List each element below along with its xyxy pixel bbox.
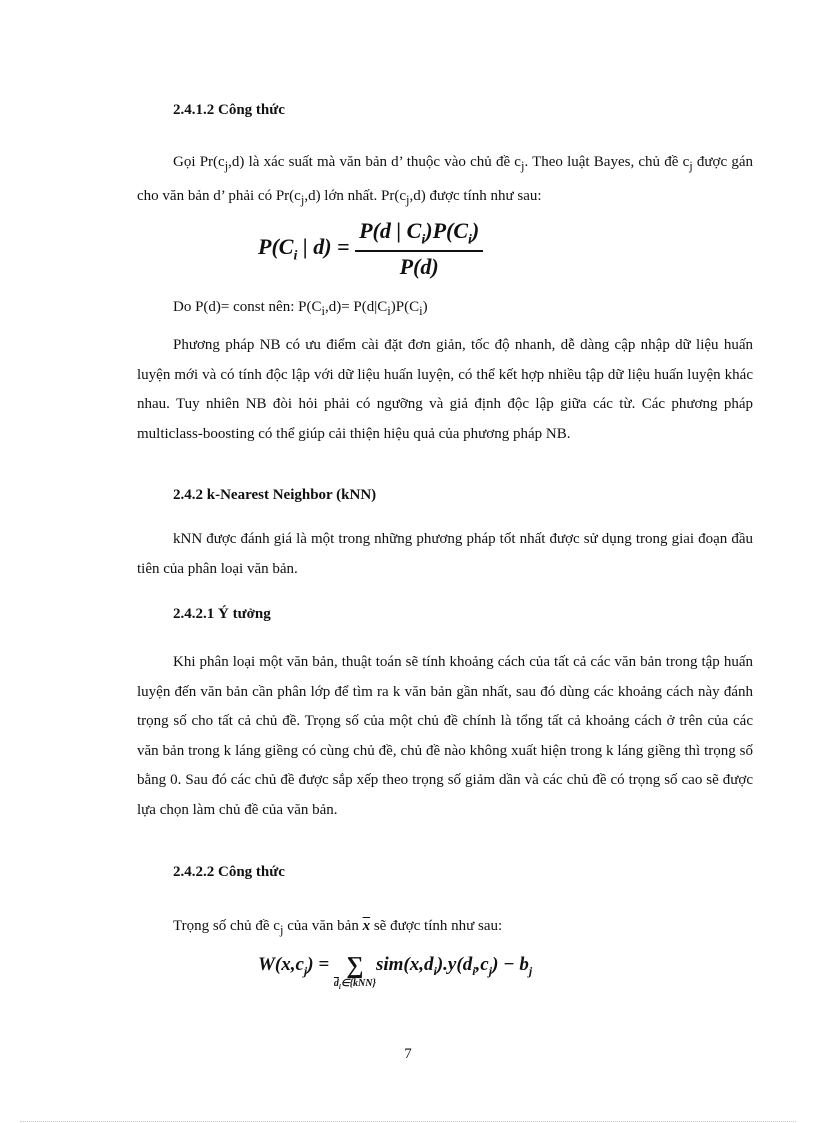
equation-knn	[258, 954, 532, 993]
eq1-numerator	[355, 218, 483, 252]
text: Do P(d)= const nên: P(C	[173, 299, 322, 315]
paragraph-nb: Phương pháp NB có ưu điểm cài đặt đơn giản, tốc độ nhanh, dễ dàng cập nhập dữ liệu huấn luyện mới và có tính độc lập với dữ liệu huấn luyện, có thể kết hợp nhiều tập dữ liệu huấn luyện khác nhau. Tuy nhiên NB đòi hỏi phải có ngưỡng và giả định độc lập giữa các từ. Các phương pháp multiclass-boosting có thể giúp cải thiện hiệu quả của phương pháp NB.	[137, 337, 753, 442]
text: P(d | C	[359, 218, 422, 243]
sub: j	[303, 963, 308, 978]
text: ).y(d	[436, 954, 473, 975]
text: ∈{kNN}	[340, 978, 376, 989]
sum-under	[334, 978, 376, 993]
text: Gọi Pr(c	[173, 154, 225, 170]
equation-bayes	[258, 218, 483, 280]
paragraph-do	[137, 293, 753, 327]
paragraph-trong-so	[137, 912, 753, 946]
sub: j	[300, 192, 305, 207]
eq1-denominator: P(d)	[399, 254, 439, 280]
sub: j	[528, 963, 533, 978]
heading-2-4-2-1: 2.4.2.1 Ý tưởng	[173, 606, 271, 622]
sub: i	[433, 963, 437, 978]
sub: i	[419, 304, 423, 318]
text: . Theo luật Bayes, chủ đề c	[524, 154, 690, 170]
text: )P(C	[390, 299, 420, 315]
page-number: 7	[404, 1046, 412, 1062]
sum-symbol: ∑	[346, 953, 364, 979]
text: Trọng số chủ đề c	[173, 918, 280, 934]
text: )	[471, 218, 480, 243]
text: ) − b	[492, 954, 529, 975]
sub: i	[468, 232, 472, 248]
text: )P(C	[425, 218, 469, 243]
text: ,d) là xác suất mà văn bản d’ thuộc vào chủ đề c	[228, 154, 521, 170]
page-bottom-divider	[20, 1121, 796, 1122]
text: ,d)= P(d|C	[324, 299, 388, 315]
sub: j	[279, 923, 284, 937]
sub: j	[488, 963, 493, 978]
paragraph-bayes	[137, 148, 753, 215]
text: sim(x,d	[375, 954, 434, 975]
text: ,c	[475, 954, 489, 975]
sub: j	[520, 159, 525, 173]
text: $\overline{d}$	[333, 978, 339, 989]
sub: i	[387, 304, 391, 318]
sub: j	[224, 159, 229, 173]
eq1-fraction	[355, 218, 483, 280]
sub: j	[689, 159, 693, 173]
heading-2-4-2: 2.4.2 k-Nearest Neighbor (kNN)	[173, 487, 377, 503]
text: của văn bản	[283, 918, 363, 934]
paragraph-knn: kNN được đánh giá là một trong những phương pháp tốt nhất được sử dụng trong giai đoạn đầu tiên của phân loại văn bản.	[137, 531, 753, 577]
heading-2-4-1-2: 2.4.1.2 Công thức	[173, 102, 285, 118]
text: )	[422, 299, 428, 315]
text: ,d) lớn nhất. Pr(c	[304, 187, 406, 204]
heading-2-4-2-2: 2.4.2.2 Công thức	[173, 864, 285, 880]
sub: i	[293, 248, 298, 264]
text: ,d) được tính như sau:	[409, 187, 542, 204]
eq1-lhs-end: | d) =	[297, 234, 350, 260]
text: sẽ được tính như sau:	[370, 918, 503, 934]
text: được gán cho văn bản d’ phải có Pr(c	[137, 154, 753, 204]
x-vector: $\overline{x}$	[362, 918, 371, 934]
eq2-lhs-end: ) =	[307, 954, 330, 975]
sub: i	[321, 304, 325, 318]
eq1-lhs: P(C	[258, 234, 294, 260]
eq2-lhs: W(x,c	[258, 954, 304, 975]
sub: i	[421, 232, 426, 248]
sub: i	[338, 983, 341, 991]
sub: j	[405, 192, 410, 207]
paragraph-y-tuong: Khi phân loại một văn bản, thuật toán sẽ tính khoảng cách của tất cả các văn bản trong tập huấn luyện đến văn bản cần phân lớp để tìm ra k văn bản gần nhất, sau đó dùng các khoảng cách này đánh trọng số cho tất cả chủ đề. Trọng số của một chủ đề chính là tổng tất cả khoảng cách ở trên của các văn bản trong k láng giềng có cùng chủ đề, chủ đề nào không xuất hiện trong k láng giềng thì trọng số bằng 0. Sau đó các chủ đề được sắp xếp theo trọng số giảm dần và các chủ đề có trọng số cao sẽ được lựa chọn làm chủ đề của văn bản.	[137, 654, 753, 818]
sub: i	[472, 963, 476, 978]
eq2-sum-block	[334, 954, 376, 993]
